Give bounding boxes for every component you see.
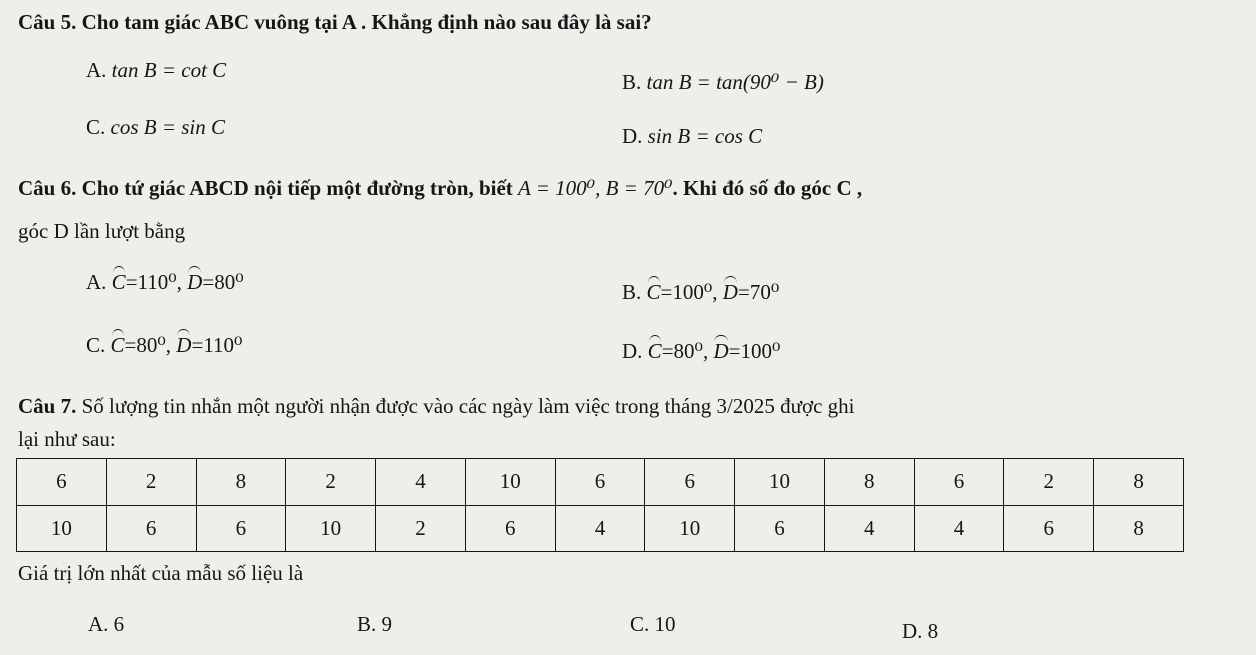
q6-option-b-letter: B. (622, 280, 642, 304)
table-cell: 10 (465, 459, 555, 506)
q6-option-d-letter: D. (622, 339, 643, 363)
table-cell: 6 (196, 505, 286, 552)
q6-option-b[interactable]: B. C=100⁰, D=70⁰ (622, 280, 780, 304)
q5-option-b-expr: tan B = tan(90⁰ − B) (646, 70, 824, 94)
q7-option-a-value: 6 (113, 612, 125, 636)
q6-option-b-c: 100⁰ (672, 280, 713, 304)
question-5-label: Câu 5. (18, 10, 77, 34)
table-cell: 2 (376, 505, 466, 552)
q6-option-d[interactable]: D. C=80⁰, D=100⁰ (622, 339, 781, 363)
q7-option-d[interactable] (902, 619, 938, 644)
q7-option-a-letter: A. (88, 612, 109, 636)
table-cell: 6 (555, 459, 645, 506)
question-6-stem-line1 (18, 176, 862, 201)
q7-option-b-letter: B. (357, 612, 377, 636)
table-row (17, 505, 1184, 552)
q7-option-d-value: 8 (927, 619, 939, 643)
table-cell: 8 (1094, 459, 1184, 506)
q7-option-c-value: 10 (654, 612, 676, 636)
question-6-text-pre: Cho tứ giác ABCD nội tiếp một đường tròn, biết (81, 176, 513, 200)
table-cell: 4 (555, 505, 645, 552)
q6-option-c-d: 110⁰ (203, 333, 243, 357)
q5-option-b[interactable] (622, 70, 824, 95)
question-6-label: Câu 6. (18, 176, 77, 200)
q7-option-b[interactable] (357, 612, 392, 637)
q5-option-a[interactable] (86, 58, 226, 83)
question-7-text-line1: Số lượng tin nhắn một người nhận được vào các ngày làm việc trong tháng 3/2025 được ghi (81, 394, 855, 418)
q5-option-c[interactable] (86, 115, 225, 140)
q6-option-c-letter: C. (86, 333, 106, 357)
table-cell: 6 (645, 459, 735, 506)
q6-option-a[interactable]: A. C=110⁰, D=80⁰ (86, 270, 244, 294)
question-6-text-post: . Khi đó số đo góc C , (672, 176, 863, 200)
question-7-text-line2: lại như sau: (18, 427, 116, 451)
question-5-text: Cho tam giác ABC vuông tại A . Khẳng định nào sau đây là sai? (81, 10, 652, 34)
question-7-stem-line2 (18, 427, 116, 452)
q6-option-d-c: 80⁰ (673, 339, 703, 363)
table-cell: 6 (465, 505, 555, 552)
question-7-label: Câu 7. (18, 394, 77, 418)
table-row (17, 459, 1184, 506)
q5-option-d[interactable] (622, 124, 762, 149)
question-7-prompt (18, 561, 303, 586)
table-cell: 6 (914, 459, 1004, 506)
q6-option-c[interactable]: C. C=80⁰, D=110⁰ (86, 333, 243, 357)
question-6-stem-line2 (18, 219, 185, 244)
table-cell: 4 (376, 459, 466, 506)
table-cell: 4 (824, 505, 914, 552)
q6-option-a-c: 110⁰ (137, 270, 177, 294)
question-5-stem (18, 10, 652, 35)
table-cell: 2 (286, 459, 376, 506)
table-cell: 10 (17, 505, 107, 552)
question-6-given: A = 100⁰, B = 70⁰ (518, 176, 673, 200)
q6-option-a-d: 80⁰ (214, 270, 244, 294)
sample-data-table (16, 458, 1184, 552)
q5-option-d-letter: D. (622, 124, 643, 148)
q7-option-c[interactable] (630, 612, 676, 637)
question-7-prompt-text: Giá trị lớn nhất của mẫu số liệu là (18, 561, 304, 585)
q7-option-a[interactable] (88, 612, 124, 637)
q5-option-a-letter: A. (86, 58, 107, 82)
table-cell: 6 (735, 505, 825, 552)
table-cell: 4 (914, 505, 1004, 552)
q7-option-b-value: 9 (381, 612, 393, 636)
table-cell: 8 (196, 459, 286, 506)
table-cell: 8 (1094, 505, 1184, 552)
q6-option-c-c: 80⁰ (136, 333, 166, 357)
q6-option-d-d: 100⁰ (740, 339, 781, 363)
question-6-text-line2: góc D lần lượt bằng (18, 219, 186, 243)
q7-option-c-letter: C. (630, 612, 650, 636)
question-7-stem-line1 (18, 394, 855, 419)
table-cell: 10 (735, 459, 825, 506)
table-cell: 2 (106, 459, 196, 506)
table-cell: 8 (824, 459, 914, 506)
q6-option-a-letter: A. (86, 270, 107, 294)
q7-option-d-letter: D. (902, 619, 923, 643)
q6-option-b-d: 70⁰ (749, 280, 780, 304)
table-cell: 6 (17, 459, 107, 506)
q5-option-d-expr: sin B = cos C (647, 124, 763, 148)
table-cell: 10 (645, 505, 735, 552)
table-cell: 6 (106, 505, 196, 552)
q5-option-c-letter: C. (86, 115, 106, 139)
q5-option-b-letter: B. (622, 70, 642, 94)
table-cell: 6 (1004, 505, 1094, 552)
q5-option-a-expr: tan B = cot C (111, 58, 227, 82)
q5-option-c-expr: cos B = sin C (110, 115, 226, 139)
table-cell: 10 (286, 505, 376, 552)
table-cell: 2 (1004, 459, 1094, 506)
